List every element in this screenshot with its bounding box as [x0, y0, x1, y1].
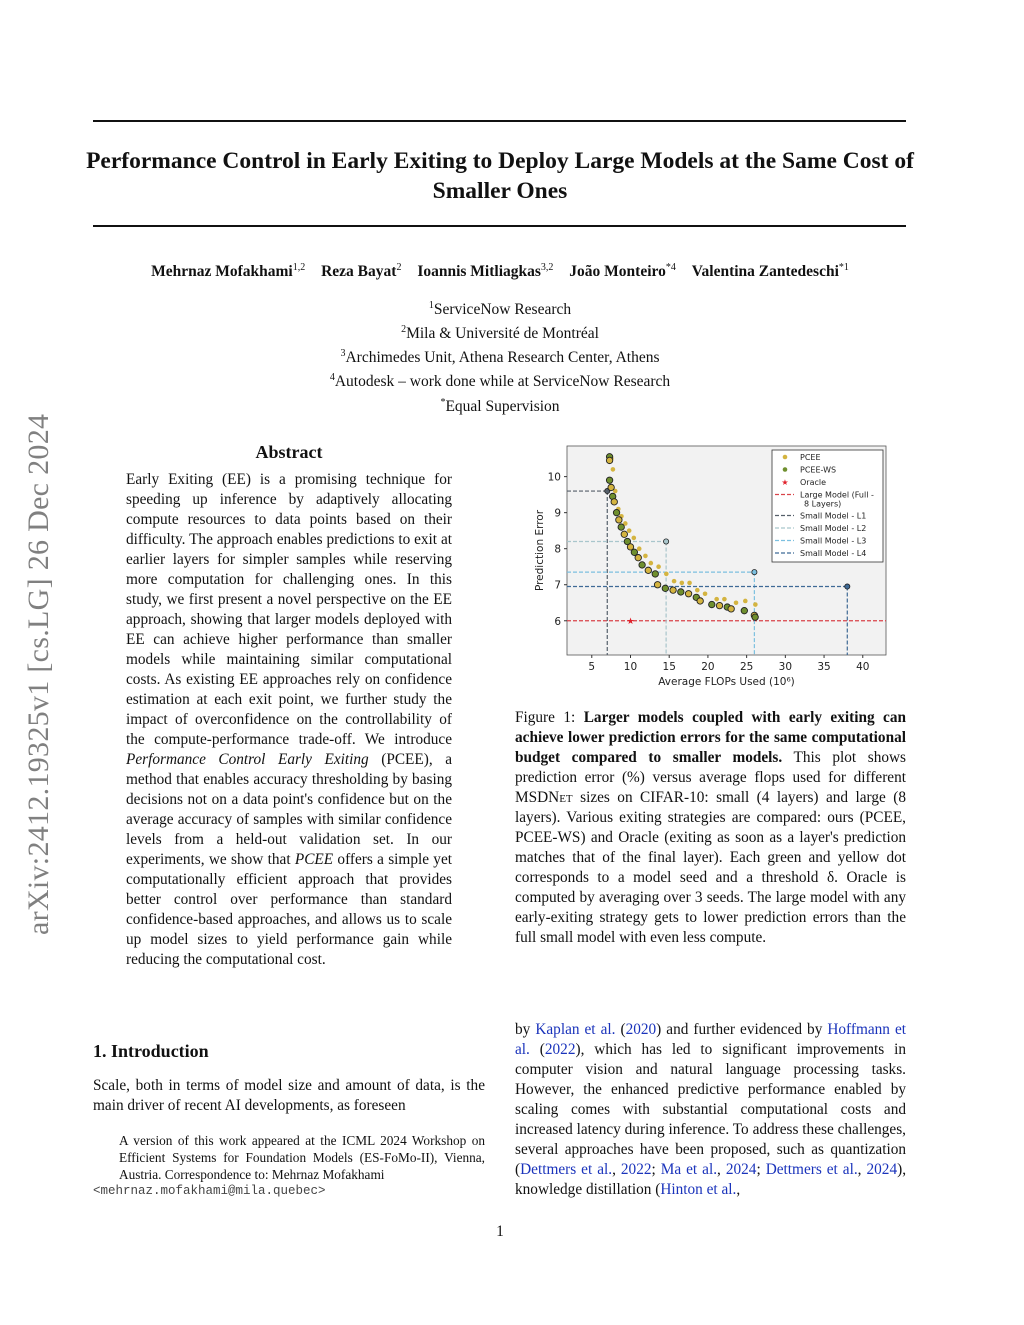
author: Mehrnaz Mofakhami$^{1,2}$ — [151, 262, 306, 281]
x-axis-label: Average FLOPs Used (10⁶) — [658, 676, 795, 688]
x-tick-label: 25 — [739, 661, 754, 673]
pcee-point — [722, 597, 727, 602]
pcee-ws-point — [621, 531, 627, 537]
affiliation: $^3$Archimedes Unit, Athena Research Center, Athens — [340, 348, 660, 367]
title-rule-bottom — [93, 225, 906, 227]
legend-entry: Small Model - L1 — [800, 511, 867, 521]
y-axis-label: Prediction Error — [534, 509, 546, 592]
y-tick-label: 8 — [554, 543, 561, 556]
x-tick-label: 15 — [662, 661, 676, 673]
x-tick-label: 30 — [778, 661, 793, 673]
pcee-point — [611, 467, 616, 472]
text-segment: ), knowledge distillation ( — [515, 1161, 907, 1198]
affiliations — [200, 296, 800, 417]
abstract-heading: Abstract — [255, 442, 323, 462]
legend — [772, 450, 883, 562]
citation-link[interactable]: Dettmers et al. — [765, 1161, 858, 1178]
x-tick-label: 10 — [623, 661, 638, 673]
author: João Monteiro$^{*4}$ — [569, 262, 676, 281]
abstract-body: Early Exiting (EE) is a promising technique for speeding up inference by adaptively allocating compute resources to data points based on their difficulty. The approach enables predictions to exit at earlier layers for simpler samples while reserving more computation for challenging ones. In this study, we first present a novel perspective on the EE approach, showing that larger models deployed with EE can achieve higher performance than smaller models while maintaining similar computational costs. As existing EE approaches rely on confidence estimation at each exit point, we further study the impact of overconfidence on the controllability of the compute-performance trade-off. We introduce Performance Control Early Exiting (PCEE), a method that enables accuracy thresholding by basing decisions not on a data point's confidence but on the average accuracy of samples with similar confidence levels from a held-out validation set. In our experiments, we show that PCEE offers a simple yet computationally efficient approach that provides better control over performance than standard confidence-based approaches, and allows us to scale up model sizes to yield performance gain while reducing the computational cost. — [126, 471, 452, 968]
page-number: 1 — [496, 1223, 504, 1240]
author: Valentina Zantedeschi$^{*1}$ — [691, 262, 849, 281]
y-tick-label: 6 — [554, 615, 561, 628]
citation-link[interactable]: Dettmers et al. — [520, 1161, 613, 1178]
pcee-point — [695, 588, 700, 593]
pcee-ws-point — [635, 555, 641, 561]
y-tick-label: 7 — [554, 579, 561, 592]
pcee-ws-point — [606, 477, 612, 483]
text-segment: ; — [756, 1161, 766, 1178]
pcee-ws-point — [654, 582, 660, 588]
pcee-point — [714, 597, 719, 602]
y-tick-label: 9 — [554, 507, 561, 520]
pcee-ws-point — [613, 509, 619, 515]
figure-1-chart — [526, 440, 896, 695]
pcee-point — [649, 561, 654, 566]
footnote: A version of this work appeared at the ICML 2024 Workshop on Efficient Systems for Foundation Models (ES-FoMo-II), Vienna, Austria. Correspondence to: Mehrnaz Mofakhami <mehrnaz.mofakhami@mila.quebec> — [93, 1133, 485, 1198]
affiliation: $^4$Autodesk – work done while at ServiceNow Research — [329, 372, 671, 391]
citation-link[interactable]: 2022 — [544, 1041, 576, 1058]
intro-paragraph-continued — [515, 1020, 906, 1200]
intro-paragraph: Scale, both in terms of model size and amount of data, is the main driver of recent AI developments, as foreseen — [93, 1077, 485, 1114]
legend-marker: ★ — [781, 478, 789, 487]
pcee-ws-point — [716, 602, 722, 608]
pcee-point — [656, 564, 661, 569]
pcee-ws-point — [670, 587, 676, 593]
pcee-ws-point — [652, 571, 658, 577]
citation-link[interactable]: 2020 — [625, 1021, 657, 1038]
pcee-ws-point — [618, 524, 624, 530]
text-segment: , — [857, 1161, 867, 1178]
x-tick-label: 35 — [817, 661, 831, 673]
pcee-point — [703, 591, 708, 596]
pcee-ws-point — [685, 591, 691, 597]
pcee-ws-point — [606, 457, 612, 463]
legend-entry: Small Model - L2 — [800, 524, 867, 533]
section-heading-introduction: 1. Introduction — [93, 1041, 209, 1061]
text-segment: ( — [529, 1041, 545, 1058]
pcee-ws-point — [662, 585, 668, 591]
text-segment: ), which has led to significant improvements in computer vision and natural language processing tasks. However, the enhanced predictive performance enabled by scaling comes with substantial computational costs and increased latency during inference. To address these challenges, several approaches have been proposed, such as quantization ( — [515, 1041, 906, 1178]
citation-link[interactable]: Hinton et al. — [660, 1181, 737, 1198]
citation-link[interactable]: Ma et al. — [660, 1161, 718, 1178]
text-segment: ) and further evidenced by — [656, 1021, 828, 1038]
legend-marker — [783, 455, 788, 460]
pcee-point — [632, 536, 637, 541]
arxiv-identifier[interactable]: arXiv:2412.19325v1 [cs.LG] 26 Dec 2024 — [22, 413, 55, 935]
figure-caption: Figure 1: Larger models coupled with early exiting can achieve lower prediction errors for the same computational budget compared to smaller models. This plot shows prediction error (%) versus average flops used for different MSDNet sizes on CIFAR-10: small (4 layers) and large (8 layers). Various exiting strategies are compared: ours (PCEE, PCEE-WS) and Oracle (exiting as soon as a layer's prediction matches that of the final layer). Each green and yellow dot corresponds to a model seed and a threshold δ. Oracle is computed by averaging over 3 seeds. The large model with any early-exiting strategy gets to lower prediction errors than the full small model with even less compute. — [515, 709, 906, 946]
x-tick-label: 20 — [701, 661, 715, 673]
small-model-point — [664, 539, 669, 544]
pcee-point — [672, 579, 677, 584]
pcee-ws-point — [608, 484, 614, 490]
citation-link[interactable]: 2024 — [725, 1161, 757, 1178]
pcee-ws-point — [728, 606, 734, 612]
title-rule-top — [93, 120, 906, 122]
pcee-point — [734, 600, 739, 605]
legend-entry: PCEE — [800, 453, 821, 462]
pcee-point — [687, 581, 692, 586]
pcee-ws-point — [645, 567, 651, 573]
citation-link[interactable]: 2022 — [620, 1161, 652, 1178]
citation-link[interactable]: Hoffmann et al. — [515, 1021, 907, 1058]
text-segment: , — [736, 1181, 741, 1198]
pcee-ws-point — [616, 517, 622, 523]
text-segment: ; — [651, 1161, 661, 1178]
legend-entry-line: 8 Layers) — [804, 499, 842, 509]
pcee-point — [680, 581, 685, 586]
text-segment: by — [515, 1021, 536, 1038]
pcee-ws-point — [752, 614, 758, 620]
pcee-point — [753, 602, 758, 607]
pcee-ws-point — [678, 589, 684, 595]
legend-entry-line: Large Model (Full - — [800, 490, 874, 500]
legend-marker — [783, 467, 788, 472]
affiliation: *Equal Supervision — [440, 396, 560, 415]
author: Ioannis Mitliagkas$^{3,2}$ — [417, 262, 554, 281]
pcee-ws-point — [639, 562, 645, 568]
pcee-ws-point — [741, 607, 747, 613]
paper-title: Performance Control in Early Exiting to Deploy Large Models at the Same Cost of Smaller Ones — [86, 148, 914, 204]
pcee-point — [664, 572, 669, 577]
correspondence-email[interactable]: <mehrnaz.mofakhami@mila.quebec> — [93, 1184, 326, 1198]
citation-link[interactable]: 2024 — [866, 1161, 898, 1178]
legend-entry: Oracle — [800, 478, 827, 487]
text-segment: ( — [615, 1021, 626, 1038]
legend-entry: PCEE-WS — [800, 465, 837, 475]
pcee-ws-point — [697, 598, 703, 604]
pcee-point — [743, 599, 748, 604]
affiliation: $^2$Mila & Université de Montréal — [401, 324, 599, 343]
small-model-point — [845, 584, 850, 589]
oracle-point: ★ — [626, 616, 635, 627]
legend-entry: Small Model - L4 — [800, 549, 867, 558]
small-model-point — [752, 570, 757, 575]
text-segment: , — [612, 1161, 621, 1178]
pcee-ws-point — [709, 601, 715, 607]
pcee-point — [637, 546, 642, 551]
pcee-point — [627, 528, 632, 533]
x-tick-label: 40 — [856, 661, 870, 673]
pcee-point — [643, 554, 648, 559]
y-tick-label: 10 — [547, 471, 561, 484]
author: Reza Bayat$^2$ — [321, 262, 402, 281]
affiliation: $^1$ServiceNow Research — [428, 300, 572, 319]
author-list — [60, 262, 940, 281]
x-tick-label: 5 — [588, 661, 596, 673]
text-segment: , — [717, 1161, 726, 1178]
legend-entry: Small Model - L3 — [800, 536, 867, 546]
pcee-ws-point — [611, 499, 617, 505]
citation-link[interactable]: Kaplan et al. — [535, 1021, 616, 1038]
